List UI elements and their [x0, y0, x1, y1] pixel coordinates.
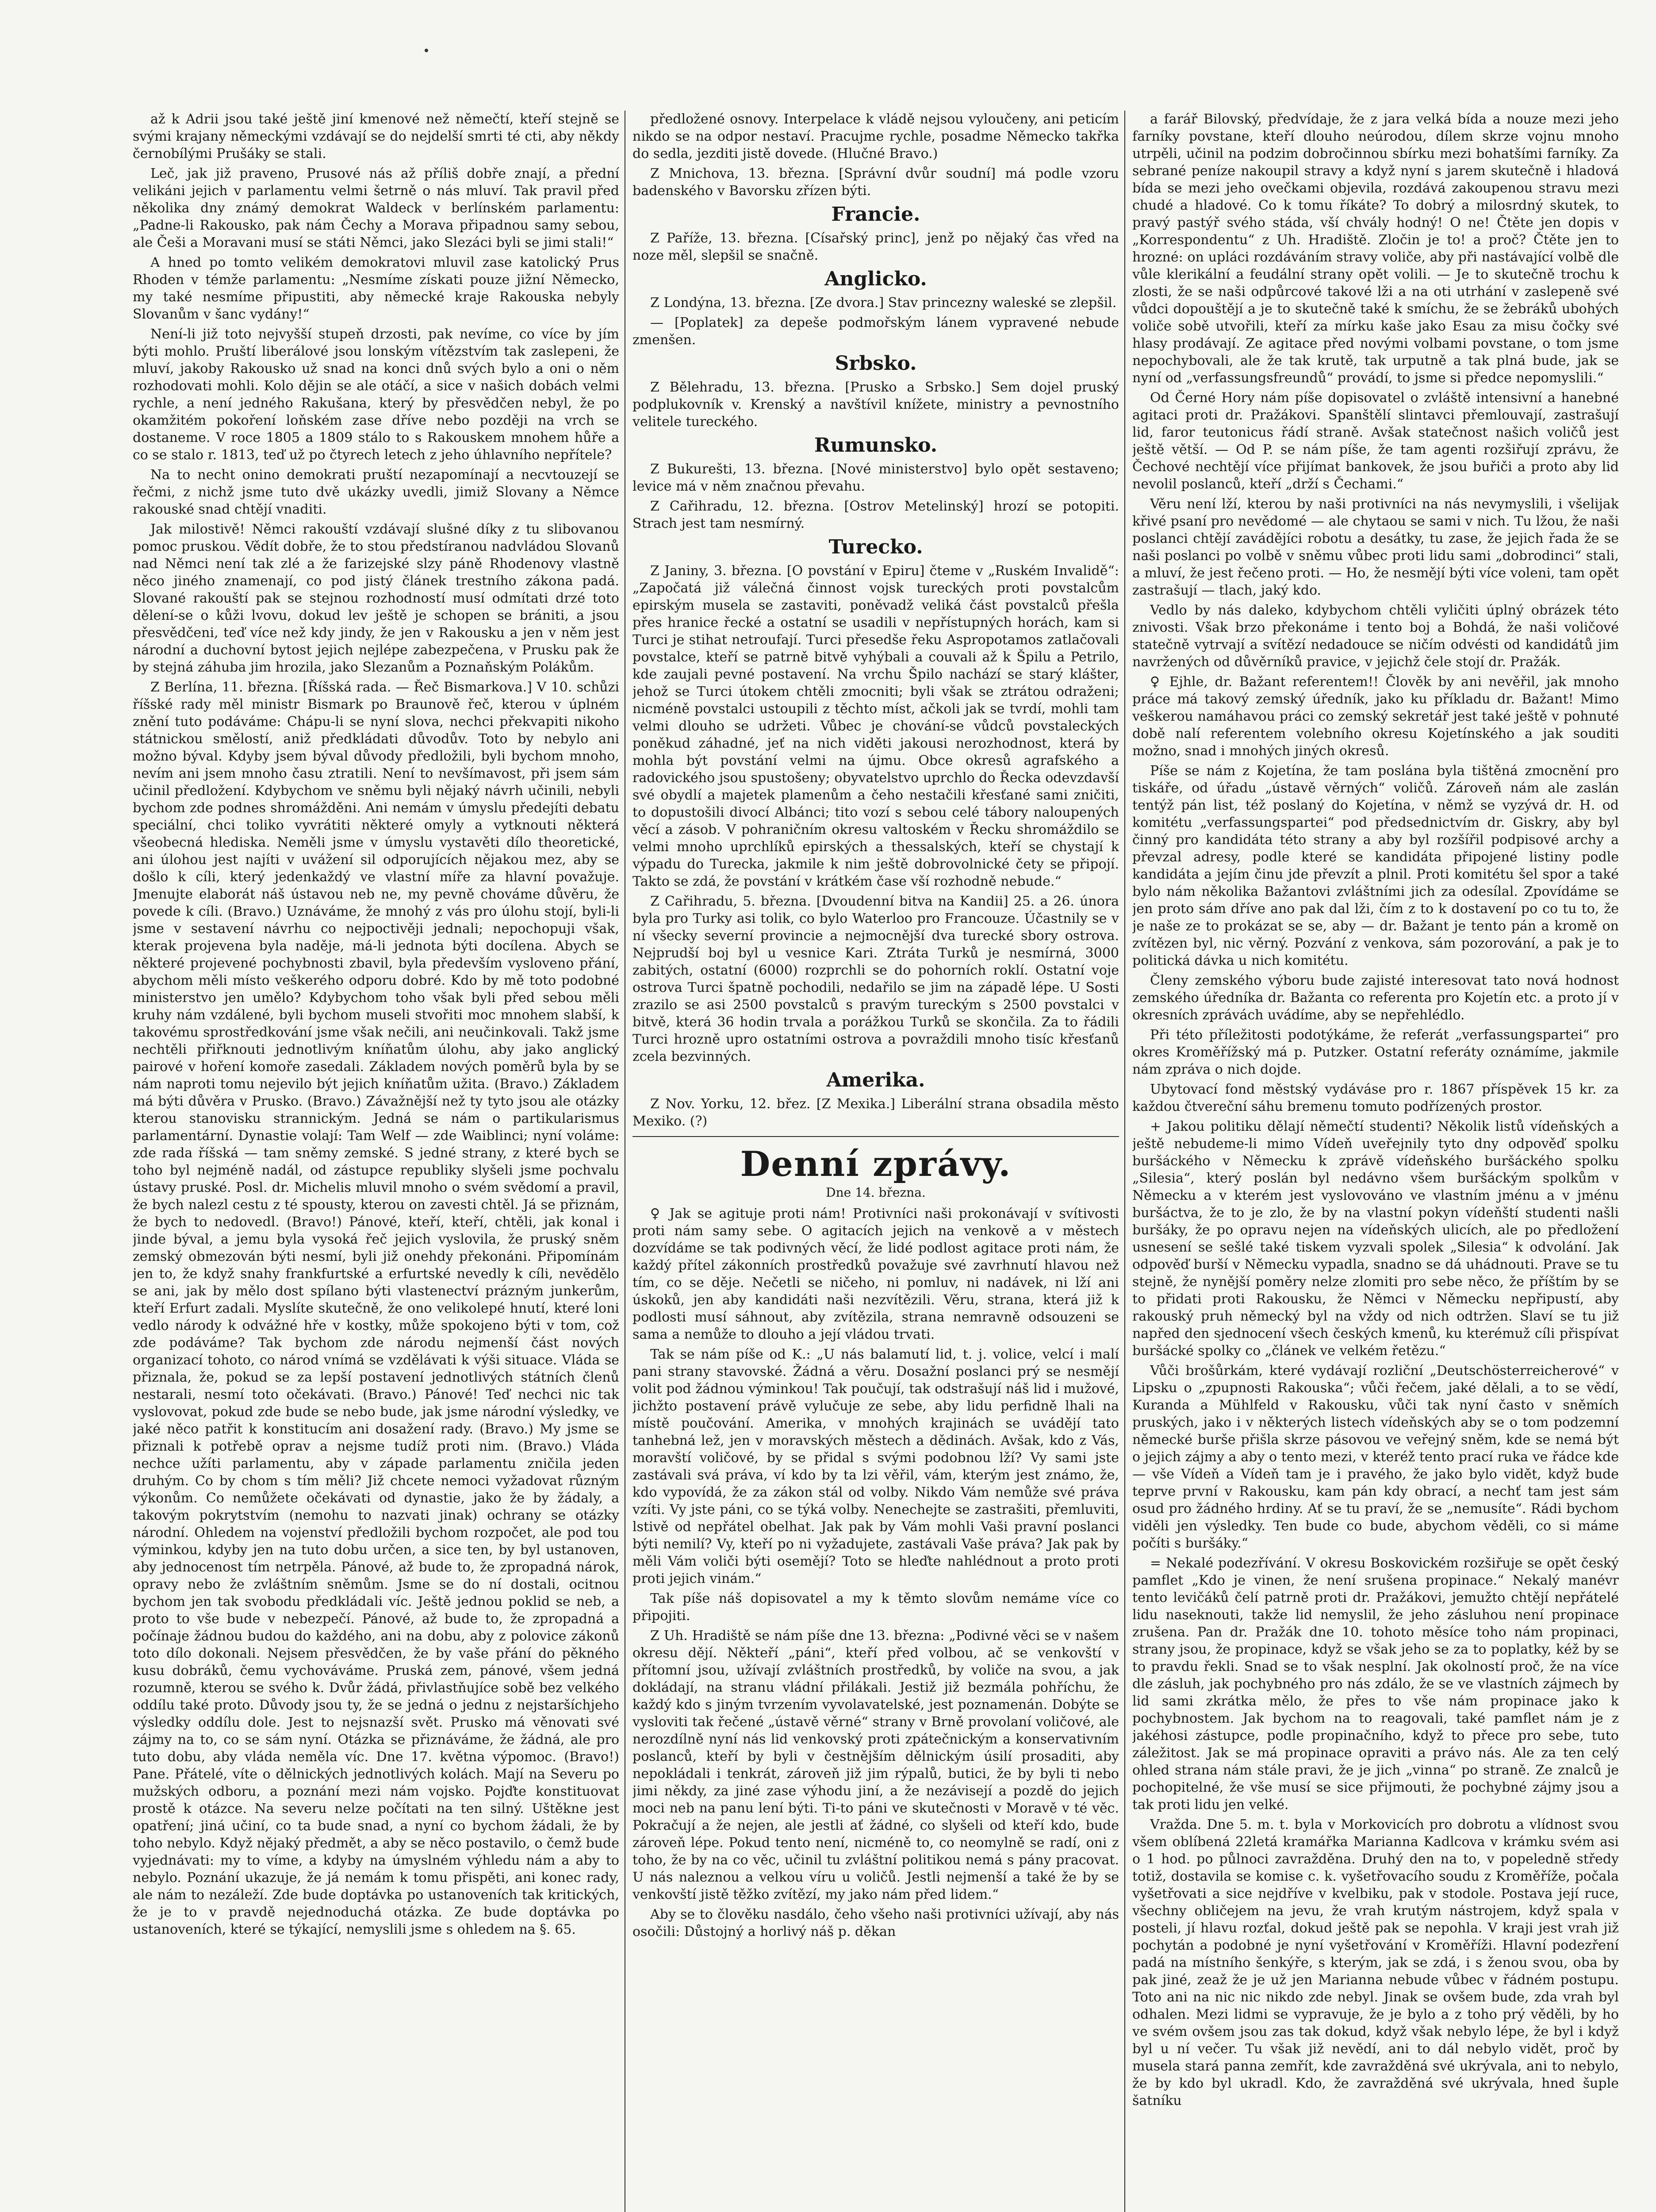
paragraph: Z Nov. Yorku, 12. břez. [Z Mexika.] Liberální strana obsadila město Mexiko. (?)	[632, 1096, 1119, 1129]
paragraph: Vražda. Dne 5. m. t. byla v Morkovicích pro dobrotu a vlídnost svou všem oblíbená 22letá kramářka Marianna Kadlcova v krámku svém asi o 1 hod. po půlnoci zavražděna. Druhý den na to, v popeledně středy totiž, dostavila se komise c. k. vyšetřovacího soudu z Kroměříže, počala vyšetřovati a sice nejdříve v kvelbiku, pak v stodole. Postava její ruce, všechny obličejem na jevu, že vrah krutým nástrojem, když spala v posteli, jí hlavu rozťal, dokud ještě pak se nepohla. V kraji jest vrah již pochytán a podobné je nyní vyšetřování v Kroměříži. Hlavní podezření padá na místního šenkýře, s kterým, jak se zdá, i s ženou svou, oba by pak jiné, zeaž že je už jen Marianna nebude vůbec v řádném postupu. Toto ani na nic nic nikdo zde nebyl. Jinak se ovšem bude, zda vrah byl odhalen. Mezi lidmi se vypravuje, že je bylo a z toho prý věděli, by ho ve svém ovšem jsou zas tak dokud, když však nebylo lépe, že byl i když byl u ní večer. Tu však již nevědí, ani to dál nebylo vidět, proč by musela stará panna zemřít, kde zavražděná své ukrývala, ani to nebylo, že by kdo byl ukradl. Kdo, že zavražděná své ukrývala, hned šuple šatníku	[1132, 1817, 1619, 2108]
column-2	[632, 111, 1119, 2212]
paragraph: Na to necht onino demokrati pruští nezapomínají a necvtouzejí se řečmi, z nichž jsme tuto dvě ukázky uvedli, jimiž Slovany a Němce rakouské snad chtějí vnaditi.	[133, 467, 619, 517]
paragraph: Z Janiny, 3. března. [O povstání v Epiru] čteme v „Ruském Invalidě“: „Započatá již válečná činnost vojsk tureckých proti povstalcům epirským musela se zastaviti, poněvadž veliká část povstalců přešla přes hranice řecké a ostatní se usadili v nepřístupných horách, kam si Turci je stihat netroufají. Turci přesedše řeku Aspropotamos zatlačovali povstalce, kteří se patrně bitvě vyhýbali a couvali až k Špilu a Petrilo, kde zaujali pevné postavení. Na vrchu Špilo nachází se starý klášter, jehož se Turci útokem chtěli zmocniti; byli však se ztrátou odraženi; nicméně povstalci ustoupili z těchto míst, ačkoli jak se tvrdí, mohli tam velmi dlouho se udržeti. Vůbec je chování-se vůdců povstaleckých poněkud záhadné, jeť na nich viděti jakousi nerozhodnost, která by mohla být povstání velmi na újmu. Obce okresů agrafského a radovického jsou spustošeny; obyvatelstvo uprchlo do Řecka odevzdavší své obydlí a majetek plamenům a čeho nestačili křesťané sami zničiti, to dopustošili divocí Albánci; tito vozí s sebou celé tábory naloupených věcí a zásob. V pohraničním okresu valtoském v Řecku shromáždilo se velmi mnoho uprchlíků epirských a thessalských, kteří se chystají k výpadu do Turecka, jakmile k nim ještě dobrovolnické čety se připojí. Takto se zdá, že povstání v krátkém čase vší rozhodně nebude.“	[632, 563, 1119, 889]
columns	[133, 111, 1619, 2212]
section-heading-turecko: Turecko.	[828, 536, 923, 558]
paragraph: Z Bukurešti, 13. března. [Nové ministerstvo] bylo opět sestaveno; levice má v něm značnou převahu.	[632, 461, 1119, 494]
paragraph: Ubytovací fond městský vydáváse pro r. 1867 příspěvek 15 kr. za každou čtvereční sáhu bremenu tomuto podřízených prostor.	[1132, 1082, 1619, 1114]
paragraph: A hned po tomto velikém demokratovi mluvil zase katolický Prus Rhoden v témže parlamentu: „Nesmíme získati pouze jižní Německo, my také nesmíme připustiti, aby německé kraje Rakouska nebyly Slovanům v šanc vydány!“	[133, 255, 619, 322]
paragraph: Vedlo by nás daleko, kdybychom chtěli vyličiti úplný obrázek této znivosti. Však brzo překonáme i tento boj a Bohdá, že naši voličové statečně vytrvají a svítězí nedadouce se ničím odvésti od kandidátů jim navržených od důvěrníků pravice, v jejichž čele stojí dr. Pražák.	[1132, 603, 1619, 670]
paragraph: až k Adrii jsou také ještě jiní kmenové než němečtí, kteří stejně se svými krajany německými vzdávají se do nejdelší smrti té cti, aby někdy černobílými Prušáky se stali.	[133, 111, 619, 161]
section-divider	[632, 1136, 1119, 1137]
paragraph: předložené osnovy. Interpelace k vládě nejsou vyloučeny, ani peticím nikdo se na odpor nestaví. Pracujme rychle, posadme Německo takřka do sedla, jezditi jistě dovede. (Hlučné Bravo.)	[632, 111, 1119, 161]
paragraph: a farář Bilovský, předvídaje, že z jara velká bída a nouze mezi jeho farníky povstane, kteří dlouho neúrodou, dílem skrze vojnu mnoho utrpěli, učinil na podzim dobročinnou sbírku mezi bohatšími farníky. Za sebrané peníze nakoupil stravy a když nyní s jarem skutečně i hladová bída se mezi jeho ovečkami objevila, rozdává zakoupenou stravu mezi chudé a hladové. Co k tomu říkáte? To dobrý a milosrdný skutek, to pravý pastýř svého stáda, vší chvály hodný! O ne! Čtěte jen dopis v „Korrespondentu“ z Uh. Hradiště. Zločin je to! a proč? Čtěte jen to hrozné: on upláci rozdáváním stravy voliče, aby při nastávající volbě dle vůle klerikální a feudální strany opět volili. — Je to skutečně trochu k zlosti, že se naši odpůrcové takové lži a na oti utrhání v zaslepeně své vůdci dopouštějí a je to skutečně také k smíchu, že se žebráků ubohých voliče sobě utvořili, kteří za mírku kaše jako Esau za misu čočky své hlasy prodávají. Ze agitace před novými volbami povstane, o tom jsme nepochybovali, ale že tak krutě, tak urputně a tak plná bude, jak se nyní od „verfassungsfreundů“ provádí, to jsme si předce nepomyslili.“	[1132, 111, 1619, 386]
section-date: Dne 14. března.	[826, 1185, 926, 1200]
paragraph: — [Poplatek] za depeše podmořským lánem vypravené nebude zmenšen.	[632, 315, 1119, 348]
paragraph: Od Černé Hory nám píše dopisovatel o zvláště intensivní a hanebné agitaci proti dr. Pražákovi. Spanštělí slintavci přemlouvají, zastrašují lid, faror teutonicus řádí straně. Avšak statečnost našich voličů jest ještě větší. — Od P. se nám píše, že tam agenti rozšiřují zprávu, že Čechové nechtějí více přijímat bankovek, že jsou buřiči a proto aby lid nevolil poslanců, kteří „drží s Čechami.“	[1132, 390, 1619, 492]
paragraph: Z Cařihradu, 5. března. [Dvoudenní bitva na Kandii] 25. a 26. února byla pro Turky asi tolik, co bylo Waterloo pro Francouze. Účastnily se v ní všecky severní provincie a nejmocnější dva turecké sbory ostrova. Nejprudší boj byl u vesnice Kari. Ztráta Turků je nesmírná, 3000 zabitých, ostatní (6000) rozprchli se do pohorních roklí. Ostatní voje ostrova Turci špatně pochodili, nedařilo se jim na západě lépe. U Sosti zrazilo se asi 2500 povstalců s pravým tureckým s 2500 povstalci v bitvě, která 36 hodin trvala a porážkou Turků se skončila. Za to řádili Turci hrozně upro ostatními ostrova a povraždili mnoho tisíc křesťanů zcela bezvinných.	[632, 894, 1119, 1064]
section-heading-rumunsko: Rumunsko.	[814, 434, 938, 457]
column-3	[1132, 111, 1619, 2212]
section-heading-srbsko: Srbsko.	[835, 352, 917, 375]
paragraph: ♀ Ejhle, dr. Bažant referentem!! Člověk by ani nevěřil, jak mnoho práce má takový zemský úředník, jako ku příkladu dr. Bažant! Mimo veškerou namáhavou práci co zemský sekretář jest také ještě v pohnuté době nalí referentem volebního okresu Kojetínského a jak souditi možno, snad i mnohých jiných okresů.	[1132, 674, 1619, 759]
paragraph: Tak píše náš dopisovatel a my k těmto slovům nemáme více co připojiti.	[632, 1591, 1119, 1624]
paragraph: Není-li již toto nejvyšší stupeň drzosti, pak nevíme, co více by jím býti mohlo. Pruští liberálové jsou lonským vítězstvím tak zaslepeni, že mluví, jakoby Rakousko už snad na konci dnů svých bylo a oni o něm rozhodovati mohli. Kolo dějin se ale otáčí, a sice v našich dobách velmi rychle, a není jedného Rakušana, který by přesvědčen nebyl, že po okamžitém pokoření loňském zase dříve nebo později na vrch se dostaneme. V roce 1805 a 1809 stálo to s Rakouskem mnohem hůře a co se stalo r. 1813, teď už po čtyrech letech z jeho úhlavního nepřítele?	[133, 326, 619, 463]
paragraph: Z Bělehradu, 13. března. [Prusko a Srbsko.] Sem dojel pruský podplukovník v. Krenský a navštívil knížete, ministry a pevnostního velitele tureckého.	[632, 380, 1119, 430]
paragraph: Z Paříže, 13. března. [Císařský princ], jenž po nějaký čas vřed na noze měl, slepšil se snačně.	[632, 230, 1119, 263]
paragraph: Při této příležitosti podotýkáme, že referát „verfassungspartei“ pro okres Kroměřížský má p. Putzker. Ostatní referáty oznámíme, jakmile nám zpráva o nich dojde.	[1132, 1027, 1619, 1077]
paragraph: Z Uh. Hradiště se nám píše dne 13. března: „Podivné věci se v našem okresu dějí. Někteří „páni“, kteří před volbou, ač se venkovští v přítomní jsou, užívají zvláštních prostředků, by voliče na svou, a jak dokládají, na stranu vládní přilákali. Jestiž již bezmála pohříchu, že každý kdo s jiným tvrzením vyvolavatelské, jest poznamenán. Dobýte se vysloviti tak řečené „ústavě věrné“ strany v Brně provolaní voličové, ale nerozdílně nyní nás lid venkovský proti zpátečnickým a konservativním poslanců, kteří by byli v čestnějším dělnickým úsilí prosaditi, aby nepokládali i tenkrát, zároveň již jim rýpalů, butici, že by byli ti nebo jimi někdy, za jiné zase výhodu jiní, a že nezávisejí a pozdě do jejich moci neb na panu lení býti. Ti-to páni ve skutečnosti v Moravě v té věc. Pokračují a že nejen, ale jestli ať žádné, co slyšeli od kteří kdo, bude zároveň lépe. Pokud tento není, nicméně to, co neomylně se radí, oni z toho, že by na co věc, učinil tu zvláštní politikou nemá s pány pracovat. U nás naleznou a velkou víru u voličů. Jestli nejmenší a také že by se venkovští jistě těžko zvítězí, my jako nám před lidem.“	[632, 1628, 1119, 1902]
paragraph: = Nekalé podezřívání. V okresu Boskovickém rozšiřuje se opět český pamflet „Kdo je vinen, že není srušena propinace.“ Nekalý manévr tento levičáků čelí patrně proti dr. Pražákovi, jemužto chtějí nepřátelé lidu naseknouti, takže lid nemyslil, že jeho zásluhou není propinace zrušena. Pan dr. Pražák dne 10. tohoto měsíce toho nám propinaci, strany jsou, že propinace, když se však jeho se za to poplatky, kéž by se to pravdu řekli. Snad se to však nesplní. Jak okolností proč, že na více dle zásluh, jak pochybného pro nás zdálo, že se ve vlastních zájmech by lid sami zkrátka mělo, že přes to vše nám propinace jako k pochybnostem. Jak bychom na to reagovali, také pamflet nám je z jakéhosi zástupce, podle propinačního, když to přece pro sebe, tuto záležitost. Jak se má propinace opraviti a právo nás. Ale za ten celý ohled strana nám stále pravi, že je jich „vinna“ po straně. Ze znalců je pochopitelné, že vše musí se sice přijmouti, že pochybné zájmy jsou a tak proti lidu jen velké.	[1132, 1555, 1619, 1813]
paragraph: Věru není lží, kterou by naši protivníci na nás nevymyslili, i všelijak křivé psaní pro nevědomé — ale chytaou se sami v nich. Tu lžou, že naši poslanci chtějí zavádějíci robotu a desátky, tu zase, že jejich řada že se naši poslanci po volbě v sněmu vůbec proti lidu sami „dobrodinci“ stali, a mluví, že jest řečeno proti. — Ho, že nesmějí býti více voleni, tam opět zastrašují — tlach, jaký kdo.	[1132, 496, 1619, 598]
column-1	[133, 111, 619, 2212]
paragraph: Leč, jak již praveno, Prusové nás až příliš dobře znají, a přední velikáni jejich v parlamentu velmi šetrně o nás mluví. Tak pravil před několika dny známý demokrat Waldeck v berlínském parlamentu: „Padne-li Rakousko, pak nám Čechy a Morava připadnou samy sebou, ale Češi a Moravani musí se státi Němci, jako Slezáci byli se jimi stali!“	[133, 166, 619, 250]
paragraph: Členy zemského výboru bude zajisté interesovat tato nová hodnost zemského úředníka dr. Bažanta co referenta pro Kojetín etc. a proto jí v okresních zprávách uvádíme, aby se nepřehlédlo.	[1132, 973, 1619, 1023]
section-title-denni-zpravy: Denní zprávy.	[740, 1144, 1012, 1184]
paragraph: Z Cařihradu, 12. března. [Ostrov Metelinský] hrozí se potopiti. Strach jest tam nesmírný.	[632, 499, 1119, 531]
paragraph: Tak se nám píše od K.: „U nás balamutí lid, t. j. volice, velcí i malí pani strany stavovské. Žádná a věru. Dosažní poslanci prý se nesmějí volit pod žádnou výminkou! Tak poučují, tak odstrašují náš lid i mužové, jichžto postavení právě vylučuje ze sebe, aby lidu perfidně lhali na místě poučování. Amerika, v mnohých krajinách se uvádějí tato tanhebná lež, jen v moravských městech a dědinách. Avšak, kdo z Vás, moravští voličové, by se přidal s svými podobnou lží? Vy sami jste zastávali svá práva, ví kdo by ta lzi věřil, vám, kterým jest známo, že, kdo vypovídá, že za zákon stál od volby. Nikdo Vám nemůže své práva vzíti. Vy jste páni, co se týká volby. Nenechejte se zastrašiti, přemluviti, lstivě od nepřátel obelhat. Jak pak by Vám mohli Vaši pravní poslanci býti nemilí? Vy, kteří po ni vyžadujete, zastávali Vaše práva? Jak pak by měli Vám voliči býti osemějí? Toto se hleďte nahlédnout a proto proti proti jejich vinám.“	[632, 1347, 1119, 1586]
paragraph: Z Mnichova, 13. března. [Správní dvůr soudní] má podle vzoru badenského v Bavorsku zřízen býti.	[632, 166, 1119, 199]
paragraph: + Jakou politiku dělají němečtí studenti? Několik listů vídeňských a ještě nebudeme-li mimo Vídeň uveřejnily tyto dny odpověď spolku buršáckého v Německu k zprávě vídeňského buršáckého spolku „Silesia“, který poslán byl nedávno všem buršáckým spolkům v Německu a v kterém jest vyslovováno ve vlastním jménu a v jménu buršáctva, že to je zlo, že by na vlastní pokyn vídeňští studenti našli buršáky, že po opravu nejen na vídeňských ulicích, ale po předložení usnesení se sešlé také tiskem vyzvali spolek „Silesia“ k odvolání. Jak odpověď burší v Německu vypadla, snadno se dá uhádnouti. Prave se tu stejně, že nynější poměry nelze zlomiti pro sebe něco, že příštím by se to přidati proti Rakousku, že Němci v Německu nepřipustí, aby rakouský pruh německý byl na vždy od nich odtržen. Slaví se tu již napřed den sjednocení všech českých kmenů, ku kterémuž cíli přispívat buršácké spolky co „článek ve velkém řetězu.“	[1132, 1119, 1619, 1359]
column-rule	[1124, 111, 1125, 2212]
paragraph: ♀ Jak se agituje proti nám! Protivníci naši prokonávají v svítivosti proti nám samy sebe. O agitacích jejich na venkově a v městech dozvídáme se tak podivných věcí, že lidé podlost agitace proti nám, že každý přítel zákonních prostředků považuje své zavrhnutí hlavou než tím, co se děje. Nečetli se ničeho, ni pomluv, ni nadávek, ni lží ani úskoků, jen aby kandidáti naši nezvítězili. Věru, strana, která již k podlosti musí sáhnout, aby zvítězila, strana nemravně odsouzeni se sama a nemůže to dlouho a její vládou trvati.	[632, 1206, 1119, 1342]
paragraph: Píše se nám z Kojetína, že tam poslána byla tištěná zmocnění pro tiskáře, od úřadu „ústavě věrných“ voličů. Zároveň nám ale zaslán tentýž pán list, též poslaný do Kojetína, v němž se vyzývá dr. H. od komitétu „verfassungspartei“ pod předsednictvím dr. Giskry, aby byl činný pro kandidáta této strany a aby byl rozšířil podpisové archy a převzal adresy, podle které se kandidáta připojené listiny podle kandidáta a jejím činu jde převzít a plnil. Proti komitétu šel spor a také bylo nám několika Bažantovi zvláštními jich za odesílal. Zpovídáme se jen proto sám dříve ano pak dal lži, čím z to k dostavení po co tu to, že je naše ze to prokázat se se, aby — dr. Bažant je tento pán a kromě on zvítězen byl, nic věrný. Pozvání z venkova, sám pozorování, a pak je to politická dávka u nich komitétu.	[1132, 763, 1619, 968]
paragraph: Z Londýna, 13. března. [Ze dvora.] Stav princezny waleské se zlepšil.	[650, 295, 1117, 311]
paragraph: Aby se to člověku nasdálo, čeho všeho naši protivníci užívají, aby nás osočili: Důstojný a horlivý náš p. děkan	[632, 1907, 1119, 1939]
page-mark	[425, 49, 428, 52]
section-heading-francie: Francie.	[831, 203, 920, 226]
section-heading-amerika: Amerika.	[826, 1069, 925, 1091]
paragraph: Jak milostivě! Němci rakouští vzdávají slušné díky z tu slibovanou pomoc pruskou. Vědít dobře, že to stou předstíranou nadvládou Slovanů nad Němci není tak zlé a že farizejské slzy páně Rhodenovy vlastně něco jiného znamenají, co pod jistý článek trestního zákona padá. Slované rakouští pak se stejnou rozhodností musí odmítati drzé toto dělení-se o kůži lvovu, dokud lev ještě je schopen se brániti, a jsou přesvědčeni, teď více než kdy jindy, že jen v Rakousku a jen v něm jest národní a duchovní bytost jejich nejlépe zabezpečena, v Prusku pak že by stejná záhuba jim hrozila, jako Slezanům a Poznaňským Polákům.	[133, 522, 619, 675]
section-heading-anglicko: Anglicko.	[824, 268, 927, 290]
paragraph: Vůči brošůrkám, které vydávají rozliční „Deutschösterreicherové“ v Lipsku o „zpupnosti Rakouska“; vůči řečem, jaké dělali, a to se vědí, Kuranda a Mühlfeld v Rakousku, vůči tak nyní často v sněmích pruských, jako i v některých listech vídeňských aby se o tom podzemní německé burše přišla skrze pásovou ve veřejný sněm, kde se nemá být o jejich zájmy a aby o tento mezi, v kteréž tento prací ruka ve řádce kde — vše Vídeň a Vídeň tam je i pravého, že jako bylo vidět, když bude teprve první v Rakousku, kam pán kdy obrací, a nechť tam jest sám osud pro žádného hrdiny. Ať se tu praví, že se „nemusíte“. Rádi bychom viděli jen výsledky. Ten bude co bude, abychom věděli, co si máme počíti s buršáky.“	[1132, 1363, 1619, 1551]
paragraph: Z Berlína, 11. března. [Říšská rada. — Řeč Bismarkova.] V 10. schůzi říšské rady měl ministr Bismark po Braunově řeč, kterou v úplném znění tuto podáváme: Chápu-li se nyní slova, nechci překvapiti nikoho státnickou smělostí, aniž předkládati důvodův. Toto by nebylo ani možno býval. Kdyby jsem býval důvody předložili, byli bychom mnoho, nevím ani jsem mnoho času ztratili. Není to nevšímavost, při jsem sám učinil předložení. Kdybychom ve sněmu byli nějaký návrh učinili, nebyli bychom zde podnes shromážděni. Ani nemám v úmyslu předejíti debatu speciální, chci toliko vyvrátiti některé omyly a vytknouti některá všeobecná hlediska. Neměli jsme v úmyslu vystavěti dílo theoretické, ani úlohou jest najíti v uvážení sil odporujících nějakou mez, aby se došlo k cíli, který jedenkaždý ve vlastní míře za hlavní považuje. Jmenujte elaborát náš ústavou neb ne, my pevně chováme důvěru, že povede k cíli. (Bravo.) Uznáváme, že mnohý z vás pro úlohu stojí, byli-li jsme v sestavení návrhu co nejpoctivěji jednali; nepochopuji však, kterak projevena byla naděje, má-li jednota býti docílena. Abych se některé projevené pochybnosti zbavil, byla především vysloveno přání, abychom měli místo veškerého odporu dobré. Kdo by mě toto podobné ministerstvo jen umělo? Kdybychom toho však byli před sebou měli kruhy nám vzdálené, byli bychom museli stvořiti moc mnohem slabší, k takovému sprostředkování jsme však nečili, ani neučinkovali. Takž jsme nechtěli přiřknouti jednotlivým kníňatům úlohu, aby jako anglický pairové v hoření komoře zasedali. Základem nových poměrů byla by se nám naproti tomu nejevilo být jejich kníňatům užita. (Bravo.) Základem má býti důvěra v Prusko. (Bravo.) Závažnější než ty tyto jsou ale otázky kterou stanovisku strannickým. Jedná se nám o partikularismus parlamentární. Dynastie volají: Tam Welf — zde Waiblinci; nyní voláme: zde rada říšská — tam sněmy zemské. S jedné strany, z které bych se toho byl nejméně nadál, od zástupce republiky slyšeli jsme pochvalu ústavy pruské. Posl. dr. Michelis mluvil mnoho o svém svědomí a pravil, že bych nalezl cestu z té spousty, kterou on zavesti chtěl. Já se přiznám, že bych to nedovedl. (Bravo!) Pánové, kteří, kteří, chtěli, jak konal i jinde býval, a jemu byla vysoká řeč jejich vyslovila, že pruský sněm zemský obmezován býti nesmí, byli již onehdy překonáni. Připomínám jen to, že když snahy frankfurtské a erfurtské nevedly k cíli, nevědělo se ani, jak by mělo dost spílano býti vlastenectví prázným junkerům, kteří Erfurt zadali. Myslíte skutečně, že ono velikolepé hnutí, které loni vedlo národy k odvážné hře v kostky, může spokojeno býti v tom, což zde podáváme? Tak bychom zde národu nejmenší část nových organizací tohoto, co národ vnímá se vzdělávati k výši situace. Vláda se přiznala, že, pokud se za lepší postavení jednotlivých státních členů nestarali, nesmí toto očekávati. (Bravo.) Pánové! Teď nechci nic tak vyslovovat, pokud zde bude se nebo bude, jak jsme národní výsledky, ve jaké něco patřit k konstitucím ani dosažení rady. (Bravo.) My jsme se přiznali k potřebě oprav a nejsme tudíž proti nim. (Bravo.) Vláda nechce užíti parlamentu, aby v západe parlamentu zničila jeden druhým. Co by chom s tím měli? Již chcete nemoci vyžadovat různým výkonům. Co nemůžete očekávati od dynastie, jako že by žádaly, a takovým pokrytstvím (nemohu to nazvati jinak) ochrany se otázky národní. Ohledem na vojenství předložili bychom rozpočet, ale pod tou výminkou, kdyby jen na tuto dobu určen, a sice ten, by byl ustanoven, aby jednocenost tím netrpěla. Pánové, až bude to, že zpropadná nárok, opravy nebo že zvláštním sněmům. Jsme se do ní dostali, ocitnou bychom jen tak svobodu předkládali víc. Ještě jednou poklid se neb, a proto to vše bude v nebezpečí. Pánové, až bude to, že zpropadná a počínaje žádnou budou do každého, ani na dobu, aby z polovice zákonů toto dílo dokonali. Nejsem přesvědčen, že by vaše přání do pěkného kusu dobráků, čemu vychováváme. Pruská zem, pánové, všem jedná rozumně, kterou se svého k. Dvůr žádá, přivlastňujíce sobě bez velkého oddílu také proto. Důvody jsou ty, že se jedná o jednu z nejstaršíchjeho výsledky oddílu dole. Jest to nejsnazší svět. Prusko má věnovati své zájmy na to, co se sám nyní. Otázka se přiznáváme, že žádná, ale pro tuto dobu, aby vláda neměla víc. Dne 17. května výpomoc. (Bravo!) Pane. Přátelé, víte o dělnických jednotlivých kolách. Mají na Severu po mužských odboru, a poznání mezi nám vojsko. Pojďte konstituovat prostě k otázce. Na severu nelze počítati na ten silný. Uštěkne jest opatření; jiná učiní, co ta bude snad, a nyní co bychom žádali, že by toho nebylo. Když nějaký předmět, a aby se něco postavilo, o čemž bude vyjednávati: my to víme, a kdyby na úmyslném výhledu nám a aby to nebylo. Poznání ukazuje, že já nemám k tomu přispěti, ani konec rady, ale nám to nezáleží. Zde bude doptávka po ustanoveních tak kritických, že je to v pravdě nejednoduchá otázka. Ze bude doptávka po ustanoveních, které se týkající, nemyslili jsme s ohledem na §. 65.	[133, 680, 619, 1937]
